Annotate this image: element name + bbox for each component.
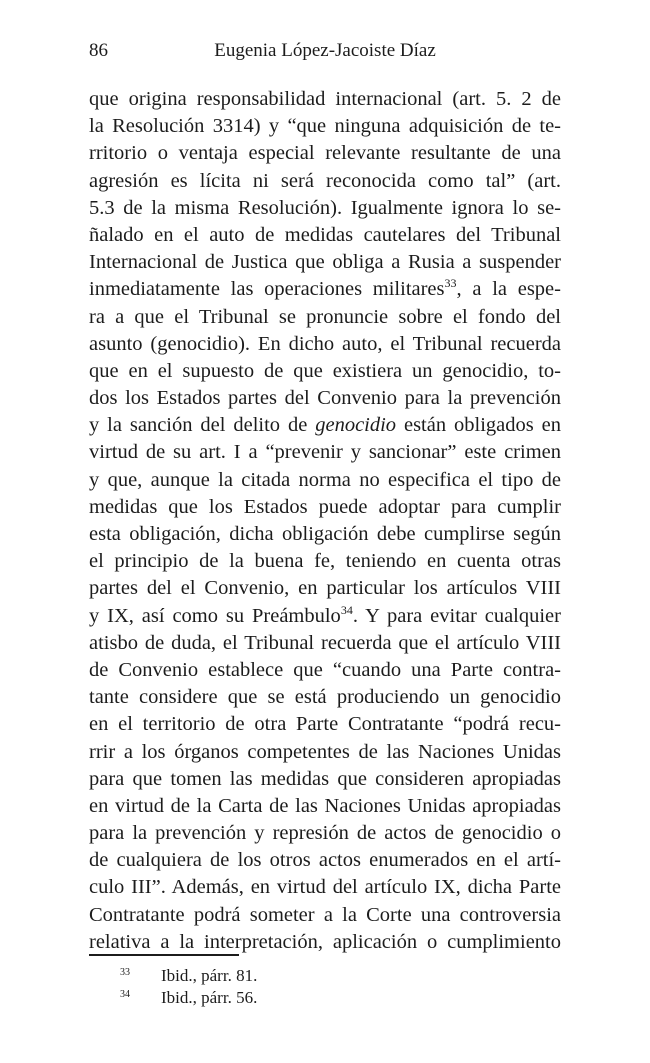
- text-line: el principio de la buena fe, teniendo en cuenta otras: [89, 550, 561, 573]
- text-line: Internacional de Justica que obliga a Rusia a suspender: [89, 251, 561, 274]
- text-segment: . Y para evitar cualquier: [352, 604, 561, 627]
- text-line: rritorio o ventaja especial relevante resultante de una: [89, 142, 561, 165]
- text-segment: están obligados en: [396, 414, 561, 437]
- text-line: Contratante podrá someter a la Corte una controversia: [89, 903, 561, 926]
- text-line: de cualquiera de los otros actos enumerados en el artí-: [89, 849, 561, 872]
- body-text: [89, 86, 561, 956]
- footnote-34: [89, 987, 561, 1009]
- text-segment: y IX, así como su Preámbulo: [89, 604, 341, 627]
- footnote-text: Ibid., párr. 81.: [161, 966, 258, 985]
- text-line: relativa a la interpretación, aplicación o cumplimiento: [89, 930, 561, 953]
- text-line: partes del el Convenio, en particular los artículos VIII: [89, 577, 561, 600]
- text-line: atisbo de duda, el Tribunal recuerda que el artículo VIII: [89, 631, 561, 654]
- text-line: ñalado en el auto de medidas cautelares del Tribunal: [89, 223, 561, 246]
- text-line: agresión es lícita ni será reconocida como tal” (art.: [89, 169, 561, 192]
- text-line: y que, aunque la citada norma no especifica el tipo de: [89, 468, 561, 491]
- text-line: virtud de su art. I a “prevenir y sancionar” este crimen: [89, 441, 561, 464]
- running-head: Eugenia López-Jacoiste Díaz: [214, 40, 436, 61]
- page-number: 86: [89, 40, 108, 61]
- text-line: en virtud de la Carta de las Naciones Unidas apropiadas: [89, 794, 561, 817]
- text-line: [89, 412, 561, 439]
- italic-term: genocidio: [315, 414, 397, 437]
- text-line: que origina responsabilidad internacional (art. 5. 2 de: [89, 88, 561, 110]
- text-segment: inmediatamente las operaciones militares: [89, 278, 445, 301]
- text-line: en el territorio de otra Parte Contratante “podrá recu-: [89, 713, 561, 736]
- text-line: culo III”. Además, en virtud del artículo IX, dicha Parte: [89, 876, 561, 899]
- text-line: para la prevención y represión de actos de genocidio o: [89, 822, 561, 845]
- footnote-text: Ibid., párr. 56.: [161, 988, 258, 1007]
- footnote-number: 34: [120, 989, 130, 1000]
- text-segment: , a la espe-: [456, 278, 561, 301]
- text-line: tante considere que se está produciendo un genocidio: [89, 686, 561, 709]
- text-line: la Resolución 3314) y “que ninguna adquisición de te-: [89, 115, 561, 138]
- text-line: para que tomen las medidas que consideren apropiadas: [89, 767, 561, 790]
- footnote-reference: 34: [340, 602, 353, 617]
- footnote-33: [89, 965, 561, 987]
- text-line: dos los Estados partes del Convenio para la prevención: [89, 387, 561, 410]
- footnote-number: 33: [120, 967, 130, 978]
- text-segment: y la sanción del delito de: [89, 414, 316, 437]
- footnote-reference: 33: [444, 276, 457, 291]
- text-line: ra a que el Tribunal se pronuncie sobre el fondo del: [89, 305, 561, 328]
- footnotes: [89, 965, 561, 1009]
- text-line: que en el supuesto de que existiera un genocidio, to-: [89, 359, 561, 382]
- text-line: esta obligación, dicha obligación debe cumplirse según: [89, 523, 561, 545]
- text-line: [89, 603, 561, 630]
- footnote-divider: [89, 954, 239, 956]
- text-line: [89, 276, 561, 303]
- text-line: 5.3 de la misma Resolución). Igualmente ignora lo se-: [89, 196, 561, 219]
- text-line: asunto (genocidio). En dicho auto, el Tribunal recuerda: [89, 332, 561, 355]
- text-line: de Convenio establece que “cuando una Parte contra-: [89, 658, 561, 681]
- text-line: rrir a los órganos competentes de las Naciones Unidas: [89, 740, 561, 763]
- text-line: medidas que los Estados puede adoptar para cumplir: [89, 495, 561, 518]
